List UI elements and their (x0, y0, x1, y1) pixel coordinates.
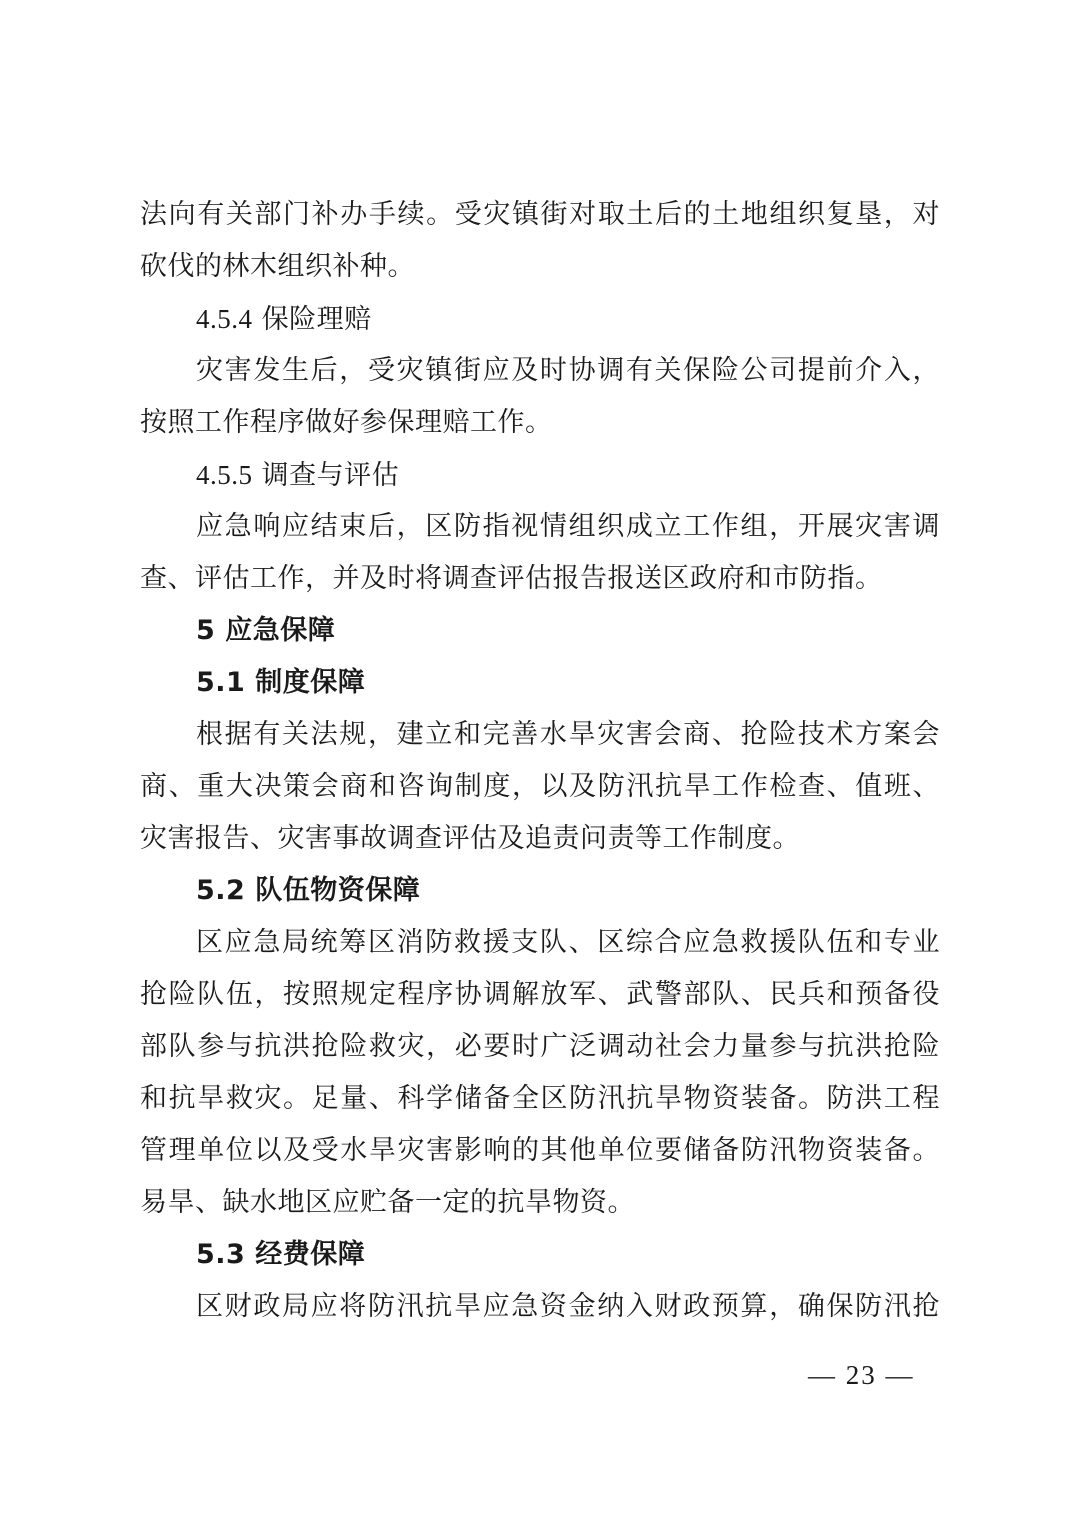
section-5-2-heading (196, 874, 420, 908)
chapter-title: 应急保障 (225, 615, 336, 646)
paragraph-line: 管理单位以及受水旱灾害影响的其他单位要储备防汛物资装备。 (140, 1135, 940, 1166)
section-title: 调查与评估 (261, 460, 400, 491)
section-4-5-5-heading (196, 458, 399, 493)
paragraph-line: 查、评估工作，并及时将调查评估报告报送区政府和市防指。 (140, 563, 883, 594)
paragraph-line: 灾害发生后，受灾镇街应及时协调有关保险公司提前介入， (196, 355, 940, 386)
paragraph-line: 和抗旱救灾。足量、科学储备全区防汛抗旱物资装备。防洪工程 (140, 1083, 940, 1114)
chapter-number: 5 (196, 615, 216, 646)
section-number: 4.5.4 (196, 304, 253, 334)
continuation-line-1: 法向有关部门补办手续。受灾镇街对取土后的土地组织复垦，对 (140, 199, 940, 230)
paragraph-line: 应急响应结束后，区防指视情组织成立工作组，开展灾害调 (196, 511, 940, 542)
page-number: — 23 — (808, 1360, 915, 1390)
continuation-line-2: 砍伐的林木组织补种。 (140, 251, 415, 282)
paragraph-line: 根据有关法规，建立和完善水旱灾害会商、抢险技术方案会 (196, 719, 940, 750)
section-title: 保险理赔 (261, 304, 372, 335)
section-number: 5.3 (196, 1239, 246, 1270)
section-5-3-heading (196, 1238, 365, 1272)
paragraph-line: 按照工作程序做好参保理赔工作。 (140, 407, 553, 438)
section-title: 队伍物资保障 (255, 875, 421, 906)
section-number: 4.5.5 (196, 460, 253, 490)
paragraph-line: 区财政局应将防汛抗旱应急资金纳入财政预算，确保防汛抢 (196, 1291, 940, 1322)
paragraph-line: 抢险队伍，按照规定程序协调解放军、武警部队、民兵和预备役 (140, 979, 940, 1010)
chapter-5-heading (196, 614, 335, 648)
paragraph-line: 区应急局统筹区消防救援支队、区综合应急救援队伍和专业 (196, 927, 940, 958)
paragraph-line: 易旱、缺水地区应贮备一定的抗旱物资。 (140, 1187, 635, 1218)
section-title: 制度保障 (255, 667, 366, 698)
section-4-5-4-heading (196, 302, 372, 337)
section-title: 经费保障 (255, 1239, 366, 1270)
paragraph-line: 灾害报告、灾害事故调查评估及追责问责等工作制度。 (140, 823, 800, 854)
paragraph-line: 部队参与抗洪抢险救灾，必要时广泛调动社会力量参与抗洪抢险 (140, 1031, 940, 1062)
section-5-1-heading (196, 666, 365, 700)
section-number: 5.1 (196, 667, 246, 698)
paragraph-line: 商、重大决策会商和咨询制度，以及防汛抗旱工作检查、值班、 (140, 771, 940, 802)
section-number: 5.2 (196, 875, 246, 906)
